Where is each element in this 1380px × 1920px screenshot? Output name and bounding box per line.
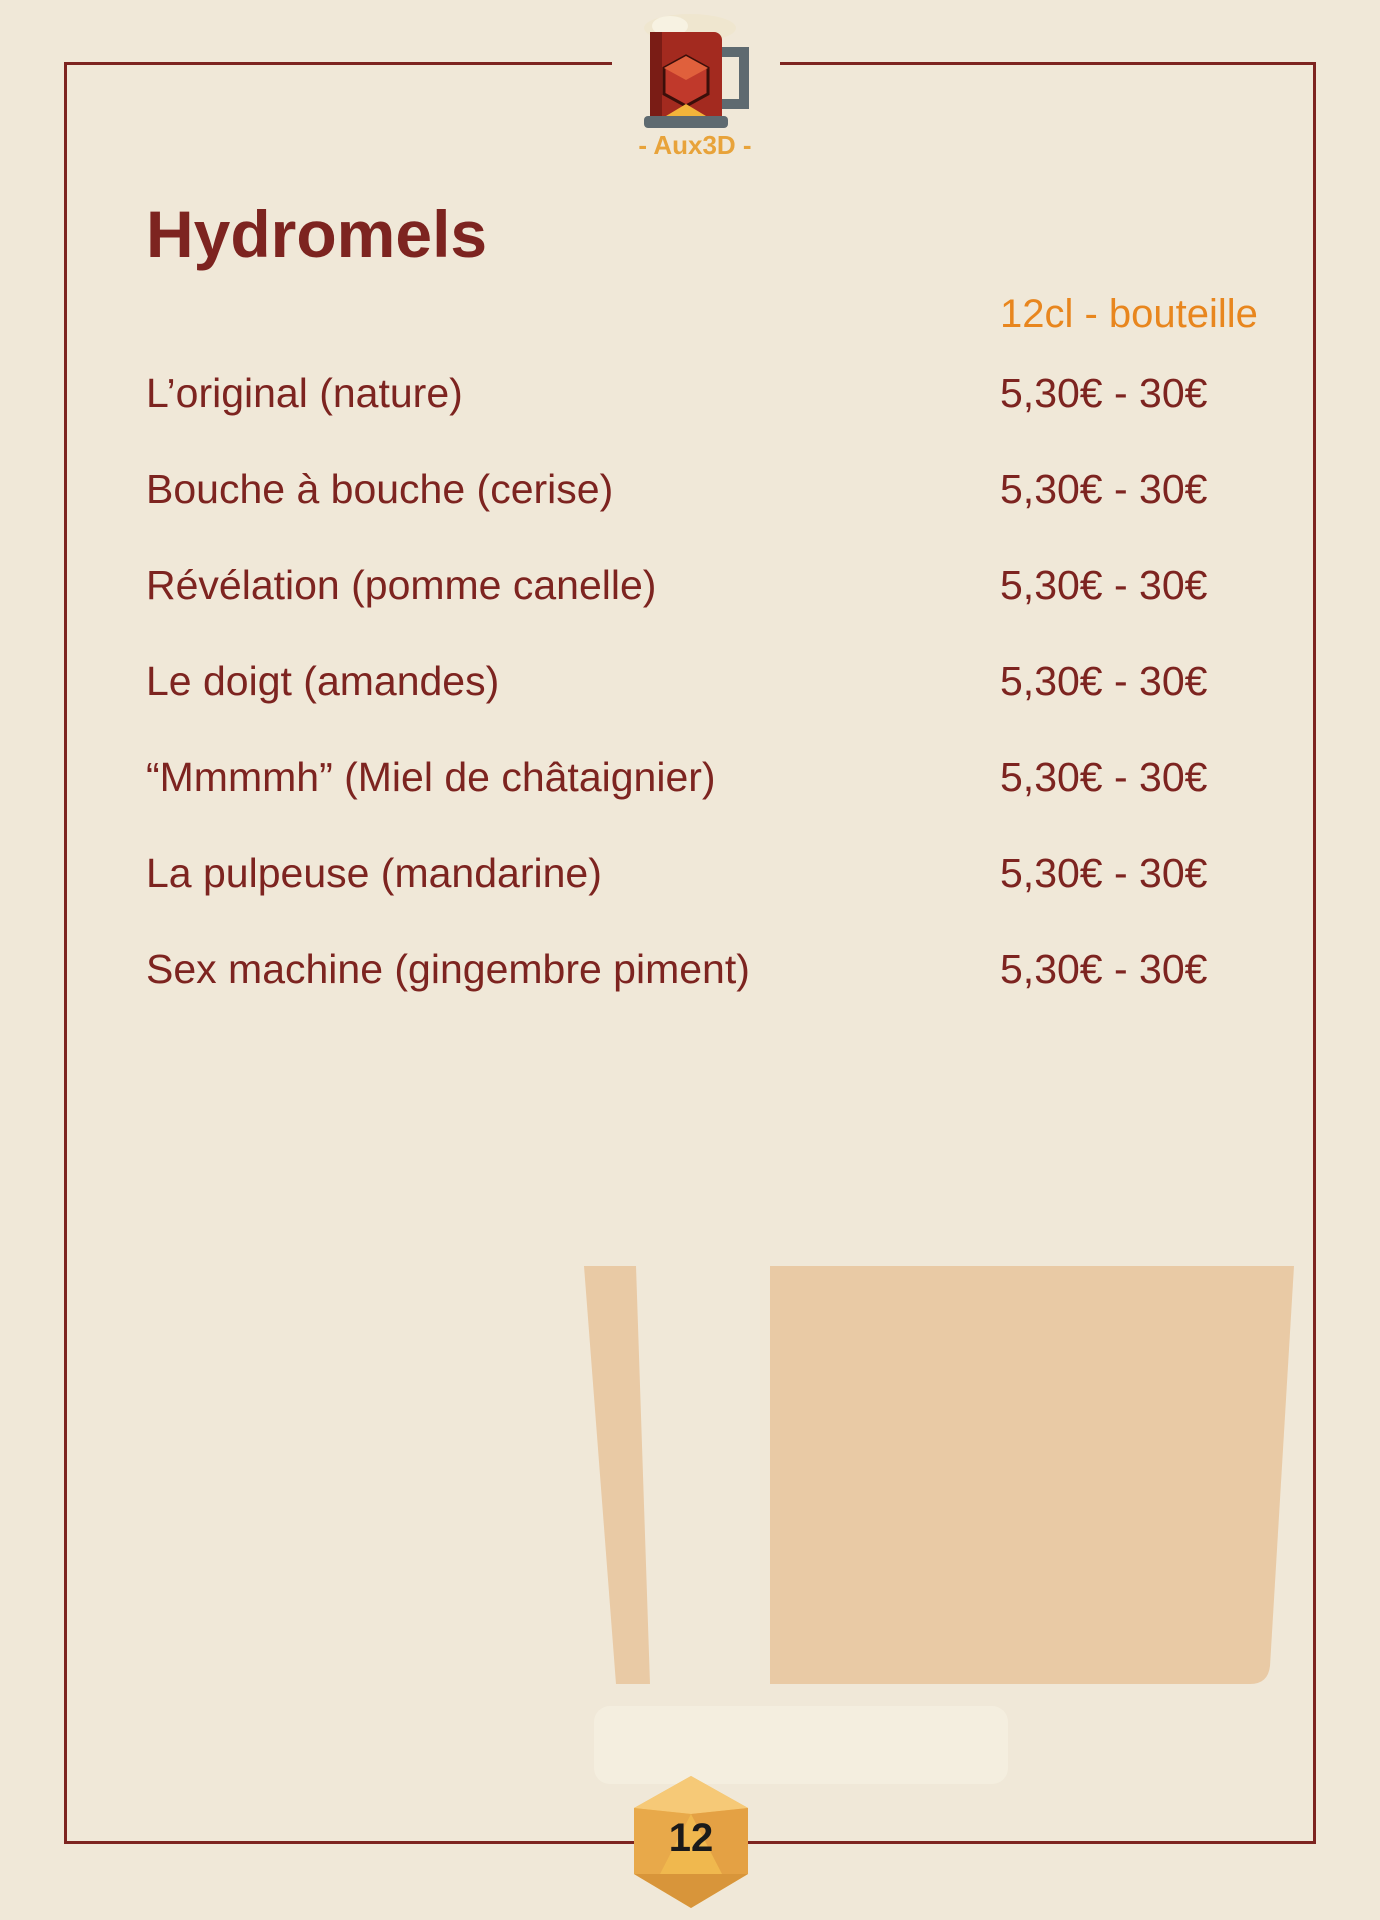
item-price: 5,30€ - 30€ (1000, 658, 1208, 704)
item-price: 5,30€ - 30€ (1000, 370, 1208, 416)
item-name: Bouche à bouche (cerise) (146, 466, 614, 512)
item-price: 5,30€ - 30€ (1000, 466, 1208, 512)
item-name: Sex machine (gingembre piment) (146, 946, 750, 992)
item-name: La pulpeuse (mandarine) (146, 850, 602, 896)
menu-item (0, 754, 1380, 814)
item-price: 5,30€ - 30€ (1000, 946, 1208, 992)
page-number: 12 (668, 1816, 714, 1860)
item-name: “Mmmmh” (Miel de châtaignier) (146, 754, 716, 800)
item-price: 5,30€ - 30€ (1000, 754, 1208, 800)
logo-text: - Aux3D - (638, 130, 752, 160)
column-header: 12cl - bouteille (1000, 292, 1258, 336)
menu-item (0, 658, 1380, 718)
item-price: 5,30€ - 30€ (1000, 850, 1208, 896)
item-name: L’original (nature) (146, 370, 463, 416)
item-price: 5,30€ - 30€ (1000, 562, 1208, 608)
page-title: Hydromels (146, 197, 488, 271)
menu-item (0, 850, 1380, 910)
menu-item (0, 466, 1380, 526)
glass-base (594, 1706, 1008, 1784)
menu-item (0, 370, 1380, 430)
glass-illustration (580, 1262, 1300, 1702)
menu-item (0, 562, 1380, 622)
menu-item (0, 946, 1380, 1006)
item-name: Révélation (pomme canelle) (146, 562, 657, 608)
item-name: Le doigt (amandes) (146, 658, 500, 704)
